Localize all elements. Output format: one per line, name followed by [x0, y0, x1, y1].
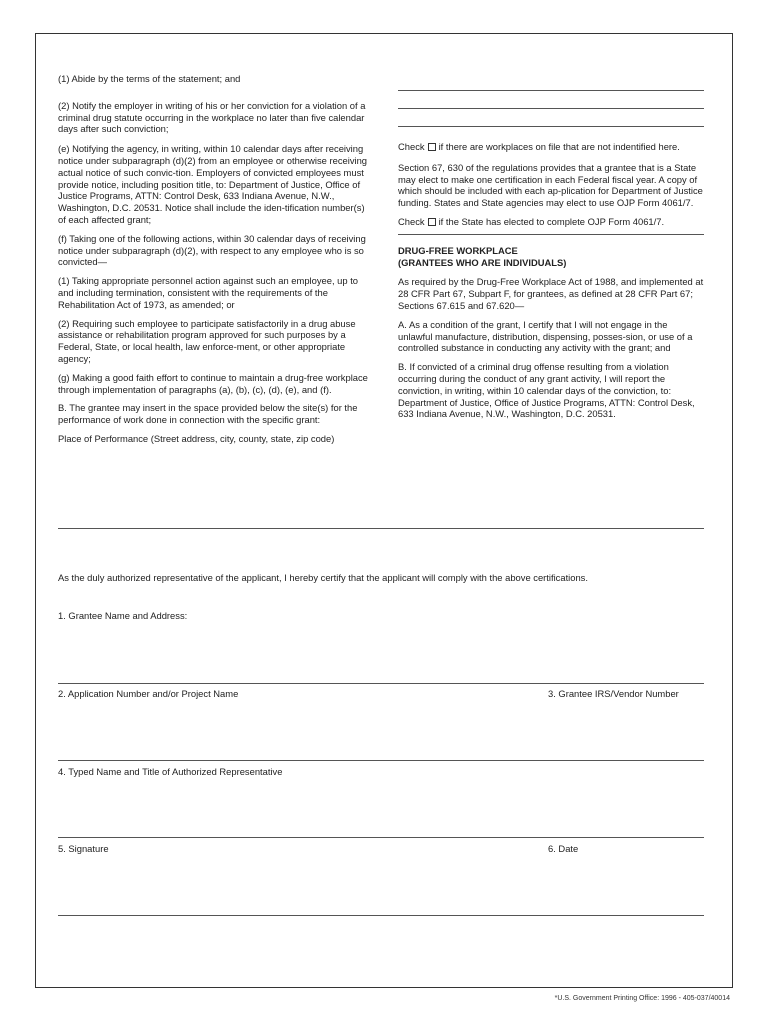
- left-column: [58, 73, 374, 445]
- workplaces-checkbox[interactable]: [428, 143, 436, 151]
- date-label: 6. Date: [548, 843, 579, 854]
- good-faith-text: (g) Making a good faith effort to continue to maintain a drug-free workplace through implementation of paragraphs (a), (b), (c), (d), (e), and (f).: [58, 371, 368, 395]
- conviction-b-text: B. If convicted of a criminal drug offense resulting from a violation occurring during the conduct of any grant activity, I will report the conviction, in writing, within 10 calendar days of the conviction, to: Department of Justice, Office of Justice Programs, ATTN: Control Desk, 633 Indiana Avenue, N.W., Washington, D.C. 20531.: [398, 361, 695, 420]
- individuals-heading: (GRANTEES WHO ARE INDIVIDUALS): [398, 256, 567, 268]
- typed-name-field[interactable]: [58, 837, 704, 838]
- as-required-text: As required by the Drug-Free Workplace Act of 1988, and implemented at 28 CFR Part 67, Subpart F, for grantees, as defined at 28 CFR Part 67; Sections 67.615 and 67.620—: [398, 276, 704, 311]
- section-67-text: Section 67, 630 of the regulations provides that a grantee that is a State may elect to make one certification in each Federal fiscal year. A copy of which should be included with each ap-plication for Department of Justice funding. States and State agencies may elect to use OJP Form 4061/7.: [398, 161, 703, 209]
- signature-field[interactable]: [58, 915, 704, 916]
- place-of-performance-label: Place of Performance (Street address, city, county, state, zip code): [58, 432, 335, 444]
- performance-line-2[interactable]: [398, 91, 704, 109]
- workplaces-check-text: if there are workplaces on file that are not indentified here.: [438, 141, 680, 152]
- divider-line: [58, 528, 704, 529]
- check-label: Check: [398, 141, 425, 152]
- condition-a-text: A. As a condition of the grant, I certify that I will not engage in the unlawful manufacture, distribution, dispensing, posses-sion, or use of a controlled substance in conducting any activity with the grant; and: [398, 318, 693, 354]
- signature-label: 5. Signature: [58, 843, 109, 854]
- section-divider: [398, 234, 704, 235]
- grantee-name-field[interactable]: [58, 683, 704, 684]
- right-column: [398, 73, 704, 420]
- abide-terms-text: (1) Abide by the terms of the statement; and: [58, 73, 241, 84]
- printing-office-footer: *U.S. Government Printing Office: 1996 - 405-037/40014: [554, 995, 730, 1002]
- rehabilitation-program-text: (2) Requiring such employee to participate satisfactorily in a drug abuse assistance or rehabilitation program approved for such purposes by a Federal, State, or local health, law enforce-ment, or other appropriate agency;: [58, 317, 356, 364]
- performance-line-1[interactable]: [398, 73, 704, 91]
- notify-agency-text: (e) Notifying the agency, in writing, within 10 calendar days after receiving notice under subparagraph (d)(2) from an employee or otherwise receiving actual notice of such convic-tion. Employers of convicted employees must provide notice, including position title, to: Department of Justice, Office of Justice Programs, ATTN: Control Desk, 633 Indiana Avenue, N.W., Washington, D.C. 20531. Notice shall include the iden-tification number(s) of each affected grant;: [58, 143, 368, 225]
- typed-name-label: 4. Typed Name and Title of Authorized Representative: [58, 766, 283, 777]
- irs-vendor-number-label: 3. Grantee IRS/Vendor Number: [548, 688, 679, 699]
- state-check-text: if the State has elected to complete OJP Form 4061/7.: [438, 215, 665, 227]
- personnel-action-text: (1) Taking appropriate personnel action against such an employee, up to and including termination, consistent with the requirements of the Rehabilitation Act of 1973, as amended; or: [58, 275, 359, 310]
- certification-statement: As the duly authorized representative of the applicant, I hereby certify that the applicant will comply with the above certifications.: [58, 572, 588, 583]
- application-number-label: 2. Application Number and/or Project Name: [58, 688, 239, 699]
- drug-free-heading: DRUG-FREE WORKPLACE: [398, 244, 518, 256]
- check-state-text: [398, 216, 704, 228]
- notify-employer-text: (2) Notify the employer in writing of his or her conviction for a violation of a criminal drug statute occurring in the workplace no later than five calendar days after such conviction;: [58, 99, 366, 135]
- check-label: Check: [398, 215, 425, 227]
- grantee-name-label: 1. Grantee Name and Address:: [58, 610, 188, 621]
- application-number-field[interactable]: [58, 760, 704, 761]
- taking-actions-text: (f) Taking one of the following actions, within 30 calendar days of receiving notice under subparagraph (d)(2), with respect to any employee who is so convicted—: [58, 232, 366, 268]
- performance-line-3[interactable]: [398, 109, 704, 127]
- grantee-insert-text: B. The grantee may insert in the space provided below the site(s) for the performance of work done in connection with the specific grant:: [58, 402, 358, 426]
- check-workplaces-text: [398, 141, 704, 153]
- state-form-checkbox[interactable]: [428, 218, 436, 226]
